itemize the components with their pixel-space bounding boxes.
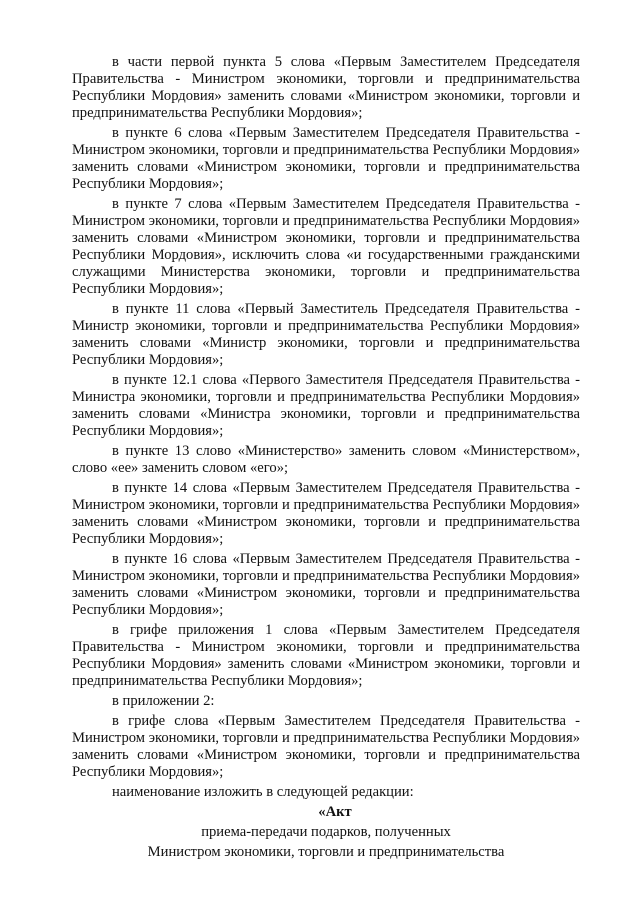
paragraph-name-edition: наименование изложить в следующей редакции:	[112, 784, 414, 800]
paragraph-point-11: в пункте 11 слова «Первый Заместитель Председателя Правительства - Министр экономики, торговли и предпринимательства Республики Мордовия» заменить словами «Министр экономики, торговли и предпринимательства Республики Мордовия»;	[72, 301, 580, 368]
document-page	[72, 54, 580, 864]
paragraph-point-12-1: в пункте 12.1 слова «Первого Заместителя Председателя Правительства - Министра экономики, торговли и предпринимательства Республики Мордовия» заменить словами «Министра экономики, торговли и предпринимательства Республики Мордовия»;	[72, 372, 580, 439]
paragraph-point-7: в пункте 7 слова «Первым Заместителем Председателя Правительства - Министром экономики, торговли и предпринимательства Республики Мордовия» заменить словами «Министром экономики, торговли и предпринимательства Республики Мордовия», исключить слова «и государственными гражданскими служащими Министерства экономики, торговли и предпринимательства Республики Мордовия»;	[72, 196, 580, 297]
paragraph-point-16: в пункте 16 слова «Первым Заместителем Председателя Правительства - Министром экономики, торговли и предпринимательства Республики Мордовия» заменить словами «Министром экономики, торговли и предпринимательства Республики Мордовия»;	[72, 551, 580, 618]
paragraph-appendix-1-stamp: в грифе приложения 1 слова «Первым Заместителем Председателя Правительства - Министром экономики, торговли и предпринимательства Республики Мордовия» заменить словами «Министром экономики, торговли и предпринимательства Республики Мордовия»;	[72, 622, 580, 689]
act-title: «Акт	[318, 804, 352, 820]
paragraph-point-6: в пункте 6 слова «Первым Заместителем Председателя Правительства - Министром экономики, торговли и предпринимательства Республики Мордовия» заменить словами «Министром экономики, торговли и предпринимательства Республики Мордовия»;	[72, 125, 580, 192]
act-subtitle-line-1: приема-передачи подарков, полученных	[201, 824, 451, 840]
paragraph-point-5: в части первой пункта 5 слова «Первым Заместителем Председателя Правительства - Министром экономики, торговли и предпринимательства Республики Мордовия» заменить словами «Министром экономики, торговли и предпринимательства Республики Мордовия»;	[72, 54, 580, 121]
paragraph-appendix-2-stamp: в грифе слова «Первым Заместителем Председателя Правительства - Министром экономики, торговли и предпринимательства Республики Мордовия» заменить словами «Министром экономики, торговли и предпринимательства Республики Мордовия»;	[72, 713, 580, 780]
paragraph-point-14: в пункте 14 слова «Первым Заместителем Председателя Правительства - Министром экономики, торговли и предпринимательства Республики Мордовия» заменить словами «Министром экономики, торговли и предпринимательства Республики Мордовия»;	[72, 480, 580, 547]
paragraph-point-13: в пункте 13 слово «Министерство» заменить словом «Министерством», слово «ее» заменить словом «его»;	[72, 443, 580, 476]
paragraph-appendix-2: в приложении 2:	[112, 693, 215, 709]
act-subtitle-line-2: Министром экономики, торговли и предпринимательства	[147, 844, 505, 860]
